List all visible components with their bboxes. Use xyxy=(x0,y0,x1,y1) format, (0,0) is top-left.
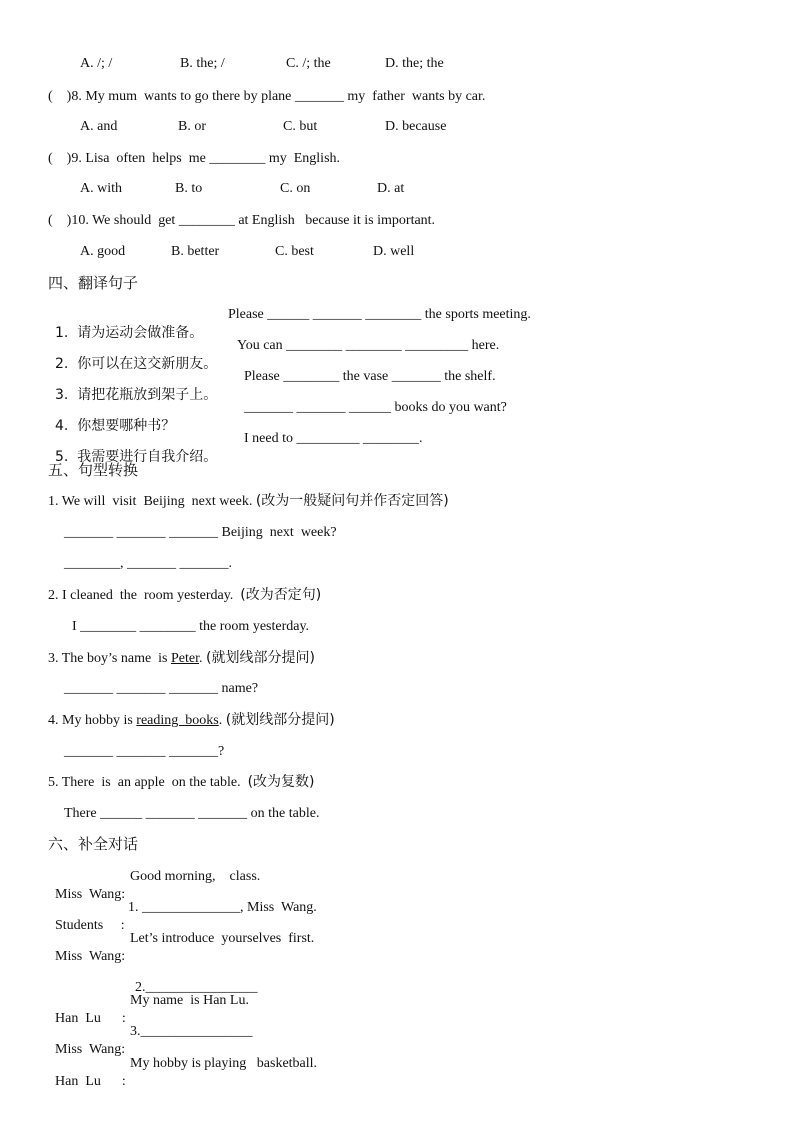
transform-q2 xyxy=(48,586,321,605)
chinese-sentence: 3. 请把花瓶放到架子上。 xyxy=(55,387,218,403)
sentence-start: 4. My hobby is xyxy=(48,713,137,728)
sentence: 2. I cleaned the room yesterday. xyxy=(48,588,241,603)
english-blank-line: You can ________ ________ _________ here. xyxy=(237,338,500,353)
underlined-phrase: reading books xyxy=(136,713,219,728)
question-9: ( )9. Lisa often helps me ________ my English. xyxy=(48,151,341,166)
sentence: 1. We will visit Beijing next week. xyxy=(48,494,256,509)
instruction: (就划线部分提问) xyxy=(206,650,315,666)
option-a: A. and xyxy=(80,119,118,134)
option-d: D. because xyxy=(385,119,447,134)
speaker: Miss Wang: xyxy=(55,1042,126,1057)
transform-q3 xyxy=(48,649,315,668)
option-b: B. better xyxy=(171,244,220,259)
instruction: (就划线部分提问) xyxy=(225,712,335,728)
dialogue-text: Good morning, class. xyxy=(130,869,261,884)
answer-line: _______ _______ _______ name? xyxy=(64,681,259,696)
option-b: B. to xyxy=(175,181,203,196)
section-5-heading: 五、句型转换 xyxy=(48,461,139,479)
option-d: D. the; the xyxy=(385,56,444,71)
speaker: Miss Wang: xyxy=(55,949,126,964)
english-blank-line: Please ________ the vase _______ the shelf. xyxy=(244,369,496,384)
option-d: D. well xyxy=(373,244,415,259)
sentence: 5. There is an apple on the table. xyxy=(48,775,248,790)
option-c: C. /; the xyxy=(286,56,331,71)
dialogue-line xyxy=(48,930,315,984)
transform-q4 xyxy=(48,711,335,730)
speaker: Han Lu : xyxy=(55,1074,126,1089)
speaker: Miss Wang: xyxy=(55,887,126,902)
dialogue-text: Let’s introduce yourselves first. xyxy=(130,931,315,946)
section-4-heading: 四、翻译句子 xyxy=(48,274,139,292)
dialogue-text: My name is Han Lu. xyxy=(130,993,249,1008)
answer-line: There ______ _______ _______ on the table. xyxy=(64,806,320,821)
answer-line: ________, _______ _______. xyxy=(64,556,232,571)
transform-q5 xyxy=(48,773,315,792)
dialogue-text: 3.________________ xyxy=(130,1024,253,1039)
option-c: C. but xyxy=(283,119,318,134)
answer-line: I ________ ________ the room yesterday. xyxy=(72,619,310,634)
dialogue-text: My hobby is playing basketball. xyxy=(130,1056,318,1071)
option-a: A. good xyxy=(80,244,126,259)
instruction: (改为复数) xyxy=(247,774,315,790)
instruction: (改为否定句) xyxy=(240,587,322,603)
answer-line: _______ _______ _______? xyxy=(64,744,225,759)
transform-q1 xyxy=(48,492,449,511)
dialogue-text: 1. ______________, Miss Wang. xyxy=(128,900,317,915)
english-blank-line: I need to _________ ________. xyxy=(244,431,423,446)
english-blank-line: _______ _______ ______ books do you want? xyxy=(244,400,507,415)
option-c: C. on xyxy=(280,181,311,196)
option-c: C. best xyxy=(275,244,314,259)
question-8: ( )8. My mum wants to go there by plane _______ my father wants by car. xyxy=(48,89,486,104)
chinese-sentence: 1. 请为运动会做准备。 xyxy=(55,325,204,341)
sentence-start: 3. The boy’s name is xyxy=(48,651,172,666)
underlined-word: Peter xyxy=(171,651,200,666)
option-a: A. /; / xyxy=(80,56,113,71)
chinese-sentence: 5. 我需要进行自我介绍。 xyxy=(55,449,218,465)
instruction: (改为一般疑问句并作否定回答) xyxy=(255,493,449,509)
section-6-heading: 六、补全对话 xyxy=(48,835,139,853)
speaker: Students : xyxy=(55,918,125,933)
chinese-sentence: 4. 你想要哪种书？ xyxy=(55,418,176,434)
dialogue-text: 2.________________ xyxy=(135,980,258,995)
option-b: B. the; / xyxy=(180,56,225,71)
option-b: B. or xyxy=(178,119,206,134)
option-a: A. with xyxy=(80,181,122,196)
option-d: D. at xyxy=(377,181,405,196)
english-blank-line: Please ______ _______ ________ the sports meeting. xyxy=(228,307,531,322)
dialogue-line xyxy=(48,1055,318,1109)
answer-line: _______ _______ _______ Beijing next week? xyxy=(64,525,337,540)
sentence-end: . xyxy=(199,651,207,666)
question-10: ( )10. We should get ________ at English because it is important. xyxy=(48,213,436,228)
sentence-end: . xyxy=(218,713,226,728)
speaker: Han Lu : xyxy=(55,1011,126,1026)
chinese-sentence: 2. 你可以在这交新朋友。 xyxy=(55,356,218,372)
